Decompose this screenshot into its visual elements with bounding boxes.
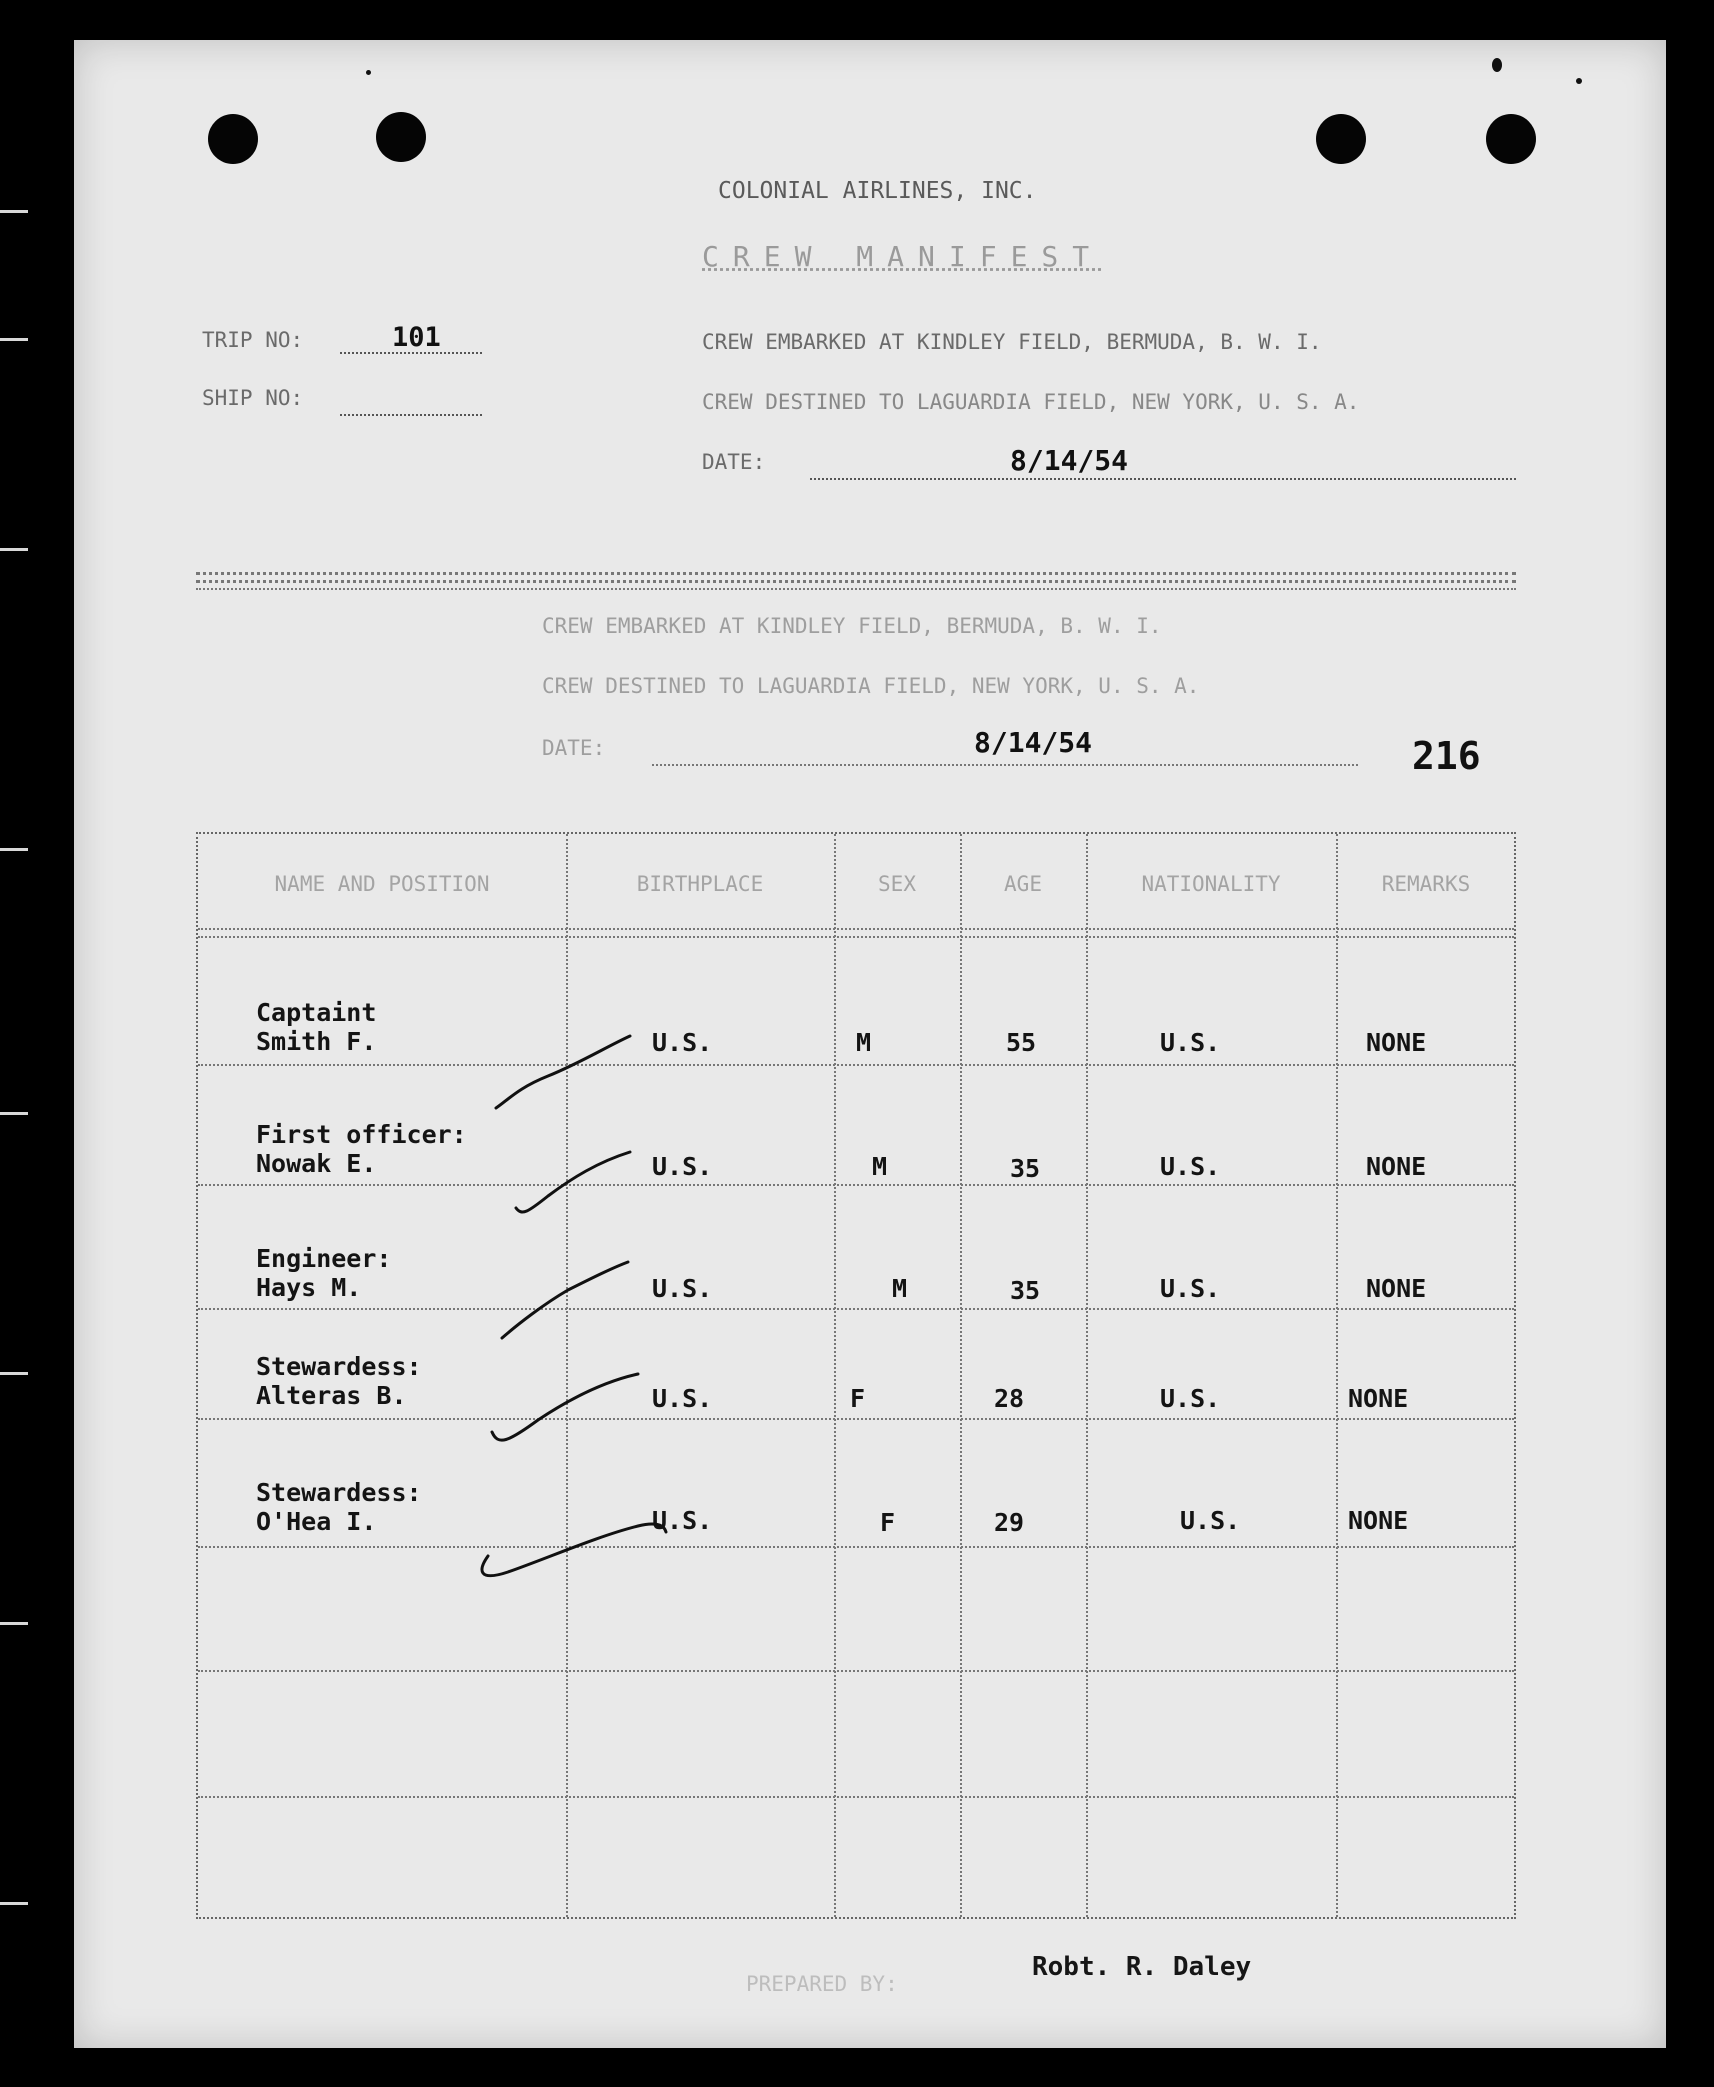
punch-hole	[1486, 114, 1536, 164]
header-name-position: NAME AND POSITION	[274, 872, 490, 896]
ink-speck	[1576, 78, 1582, 84]
header-remarks: REMARKS	[1381, 872, 1471, 896]
crew-name: Smith F.	[256, 1027, 377, 1056]
trip-label: TRIP NO:	[202, 328, 304, 352]
remarks-cell: NONE	[1366, 1152, 1427, 1181]
header-sex: SEX	[878, 872, 916, 896]
ink-speck	[366, 70, 371, 75]
crew-name: Hays M.	[256, 1273, 362, 1302]
remarks-cell: NONE	[1348, 1384, 1409, 1413]
age-cell: 29	[994, 1508, 1025, 1537]
checkmark-icon	[488, 1030, 638, 1120]
birthplace-cell: U.S.	[652, 1028, 713, 1057]
remarks-cell: NONE	[1348, 1506, 1409, 1535]
birthplace-cell: U.S.	[652, 1152, 713, 1181]
sex-cell: F	[850, 1384, 866, 1413]
age-cell: 28	[994, 1384, 1025, 1413]
manifest-page	[74, 40, 1666, 2048]
remarks-cell: NONE	[1366, 1028, 1427, 1057]
date-line-2	[652, 764, 1358, 766]
embarked-text-2: CREW EMBARKED AT KINDLEY FIELD, BERMUDA, B. W. I.	[542, 614, 1162, 638]
company-name: COLONIAL AIRLINES, INC.	[718, 178, 1037, 204]
crew-position: Stewardess:	[256, 1478, 422, 1507]
age-cell: 35	[1010, 1276, 1041, 1305]
page-number: 216	[1412, 734, 1481, 778]
date-value: 8/14/54	[1010, 444, 1129, 477]
header-birthplace: BIRTHPLACE	[636, 872, 764, 896]
destined-text-2: CREW DESTINED TO LAGUARDIA FIELD, NEW YORK, U. S. A.	[542, 674, 1200, 698]
nationality-cell: U.S.	[1160, 1274, 1221, 1303]
document-title: CREW MANIFEST	[702, 240, 1104, 273]
sex-cell: M	[892, 1274, 908, 1303]
sex-cell: M	[872, 1152, 888, 1181]
sex-cell: M	[856, 1028, 872, 1057]
crew-name: Alteras B.	[256, 1381, 407, 1410]
nationality-cell: U.S.	[1180, 1506, 1241, 1535]
birthplace-cell: U.S.	[652, 1384, 713, 1413]
checkmark-icon	[468, 1510, 678, 1590]
prepared-by-label: PREPARED BY:	[746, 1972, 898, 1996]
crew-position: First officer:	[256, 1120, 467, 1149]
date-line	[810, 478, 1516, 480]
trip-line	[340, 352, 482, 354]
header-nationality: NATIONALITY	[1141, 872, 1281, 896]
age-cell: 35	[1010, 1154, 1041, 1183]
header-age: AGE	[1004, 872, 1042, 896]
ink-speck	[1492, 58, 1502, 72]
crew-position: Stewardess:	[256, 1352, 422, 1381]
nationality-cell: U.S.	[1160, 1384, 1221, 1413]
ship-label: SHIP NO:	[202, 386, 304, 410]
birthplace-cell: U.S.	[652, 1506, 713, 1535]
date-value-2: 8/14/54	[974, 726, 1093, 759]
prepared-by-name: Robt. R. Daley	[1032, 1952, 1252, 1982]
crew-position: Captaint	[256, 998, 377, 1027]
punch-hole	[376, 112, 426, 162]
birthplace-cell: U.S.	[652, 1274, 713, 1303]
destined-text: CREW DESTINED TO LAGUARDIA FIELD, NEW YORK, U. S. A.	[702, 390, 1360, 414]
checkmark-icon	[488, 1146, 638, 1226]
crew-name: Nowak E.	[256, 1149, 377, 1178]
ship-line	[340, 414, 482, 416]
sex-cell: F	[880, 1508, 896, 1537]
crew-table	[196, 832, 1516, 1919]
separator	[196, 572, 1516, 577]
remarks-cell: NONE	[1366, 1274, 1427, 1303]
trip-number: 101	[392, 322, 441, 353]
crew-position: Engineer:	[256, 1244, 392, 1273]
nationality-cell: U.S.	[1160, 1152, 1221, 1181]
punch-hole	[1316, 114, 1366, 164]
embarked-text: CREW EMBARKED AT KINDLEY FIELD, BERMUDA, B. W. I.	[702, 330, 1322, 354]
date-label-2: DATE:	[542, 736, 606, 760]
nationality-cell: U.S.	[1160, 1028, 1221, 1057]
separator	[196, 588, 1516, 592]
checkmark-icon	[478, 1366, 648, 1456]
separator	[196, 580, 1516, 585]
punch-hole	[208, 114, 258, 164]
date-label: DATE:	[702, 450, 766, 474]
age-cell: 55	[1006, 1028, 1037, 1057]
crew-name: O'Hea I.	[256, 1507, 377, 1536]
checkmark-icon	[488, 1258, 638, 1348]
